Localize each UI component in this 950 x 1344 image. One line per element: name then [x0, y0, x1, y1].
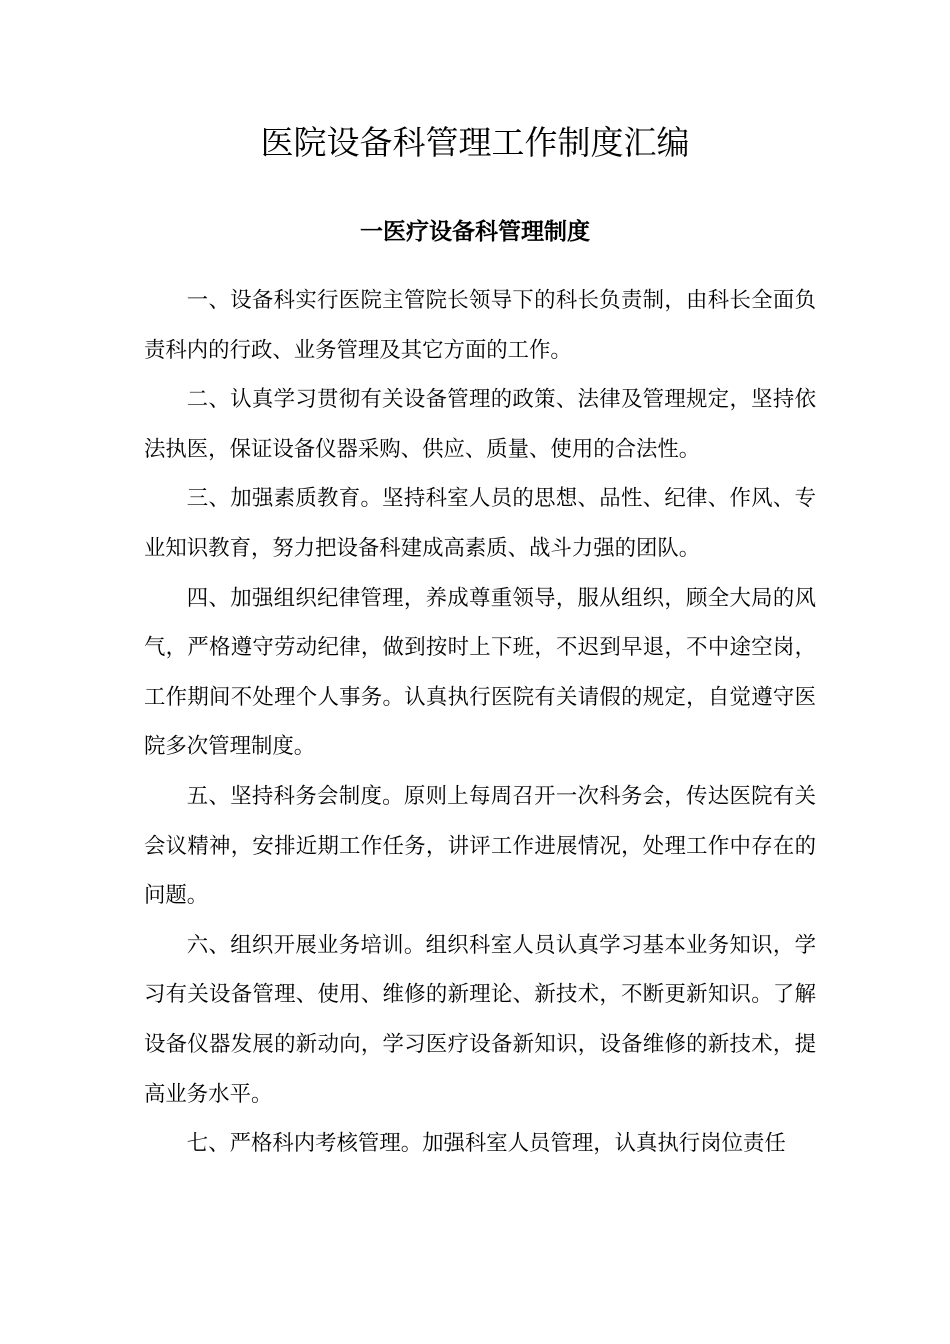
paragraph-1: 一、设备科实行医院主管院长领导下的科长负责制，由科长全面负责科内的行政、业务管理及其它方面的工作。	[144, 288, 816, 363]
paragraph-2: 二、认真学习贯彻有关设备管理的政策、法律及管理规定，坚持依法执医，保证设备仪器采购、供应、质量、使用的合法性。	[144, 387, 816, 462]
paragraph-6: 六、组织开展业务培训。组织科室人员认真学习基本业务知识，学习有关设备管理、使用、维修的新理论、新技术，不断更新知识。了解设备仪器发展的新动向，学习医疗设备新知识，设备维修的新技术，提高业务水平。	[144, 932, 816, 1107]
paragraph-3: 三、加强素质教育。坚持科室人员的思想、品性、纪律、作风、专业知识教育，努力把设备科建成高素质、战斗力强的团队。	[144, 486, 816, 561]
document-body	[144, 276, 816, 1169]
document-title: 医院设备科管理工作制度汇编	[260, 123, 690, 162]
paragraph-4: 四、加强组织纪律管理，养成尊重领导，服从组织，顾全大局的风气，严格遵守劳动纪律，做到按时上下班，不迟到早退，不中途空岗，工作期间不处理个人事务。认真执行医院有关请假的规定，自觉遵守医院多次管理制度。	[144, 585, 816, 760]
section-title: 一医疗设备科管理制度	[360, 218, 590, 245]
paragraph-7: 七、严格科内考核管理。加强科室人员管理，认真执行岗位责任	[186, 1131, 786, 1157]
paragraph-5: 五、坚持科务会制度。原则上每周召开一次科务会，传达医院有关会议精神，安排近期工作任务，讲评工作进展情况，处理工作中存在的问题。	[144, 783, 816, 909]
